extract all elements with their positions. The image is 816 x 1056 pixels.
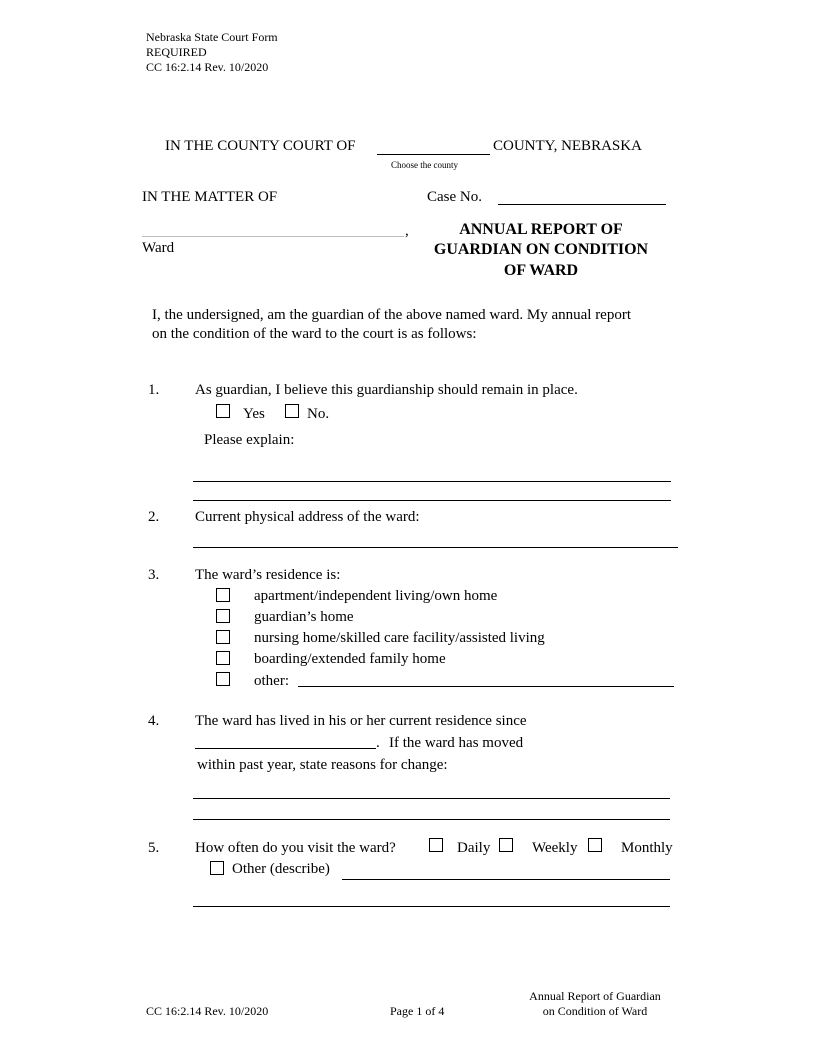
q5-daily-label: Daily [457,840,491,856]
q5-other-checkbox[interactable] [210,861,224,875]
county-hint: Choose the county [391,160,458,170]
q3-option-label: boarding/extended family home [254,651,446,667]
title-line-3: OF WARD [503,262,579,279]
q3-option-label: nursing home/skilled care facility/assisted living [254,630,545,646]
q3-option-label: apartment/independent living/own home [254,588,498,604]
q3-option-checkbox[interactable] [216,609,230,623]
q5-daily-checkbox[interactable] [429,838,443,852]
q1-yes-label: Yes [243,406,265,422]
q5-monthly-label: Monthly [621,840,673,856]
q1-explain-line-1[interactable] [193,481,671,482]
footer-form-code: CC 16:2.14 Rev. 10/2020 [146,1004,269,1018]
q4-since-date-field[interactable] [195,748,376,749]
form-required: REQUIRED [146,45,207,59]
form-source: Nebraska State Court Form [146,30,278,44]
q5-monthly-checkbox[interactable] [588,838,602,852]
q2-address-line[interactable] [193,547,678,548]
footer-title-line-2: on Condition of Ward [542,1004,648,1018]
matter-label: IN THE MATTER OF [142,189,278,205]
q1-explain-label: Please explain: [204,432,295,448]
footer-page-number: Page 1 of 4 [390,1004,445,1018]
q4-reason-line-2[interactable] [193,819,670,820]
q4-line-1: The ward has lived in his or her current residence since [195,713,527,729]
q3-other-label: other: [254,673,289,689]
form-code: CC 16:2.14 Rev. 10/2020 [146,60,269,74]
q1-text: As guardian, I believe this guardianship should remain in place. [195,382,578,398]
q5-describe-line[interactable] [193,906,670,907]
q3-option-checkbox[interactable] [216,630,230,644]
title-line-2: GUARDIAN ON CONDITION [433,241,649,258]
case-number-field[interactable] [498,204,666,205]
ward-name-field[interactable] [142,236,404,237]
footer-title-line-1: Annual Report of Guardian [529,989,661,1003]
q1-number: 1. [148,382,160,398]
q3-option-label: guardian’s home [254,609,354,625]
q5-text: How often do you visit the ward? [195,840,396,856]
intro-line-1: I, the undersigned, am the guardian of the above named ward. My annual report [152,307,632,323]
q5-weekly-label: Weekly [532,840,578,856]
q1-no-label: No. [307,406,330,422]
q5-other-line[interactable] [342,879,670,880]
q3-number: 3. [148,567,160,583]
q4-line-3: within past year, state reasons for change: [197,757,448,773]
case-label: Case No. [427,189,482,205]
q3-option-checkbox[interactable] [216,651,230,665]
q1-yes-checkbox[interactable] [216,404,230,418]
county-field[interactable] [377,154,490,155]
q4-reason-line-1[interactable] [193,798,670,799]
q5-weekly-checkbox[interactable] [499,838,513,852]
q2-number: 2. [148,509,160,525]
q3-option-checkbox[interactable] [216,588,230,602]
q2-text: Current physical address of the ward: [195,509,420,525]
q3-option-checkbox[interactable] [216,672,230,686]
q5-number: 5. [148,840,160,856]
court-suffix: COUNTY, NEBRASKA [493,138,642,154]
ward-label: Ward [142,240,175,256]
q1-no-checkbox[interactable] [285,404,299,418]
title-line-1: ANNUAL REPORT OF [459,221,623,238]
intro-line-2: on the condition of the ward to the court is as follows: [152,326,477,342]
q3-other-line[interactable] [298,686,674,687]
q4-number: 4. [148,713,160,729]
court-prefix: IN THE COUNTY COURT OF [165,138,356,154]
q4-line-2: If the ward has moved [389,735,524,751]
q5-other-label: Other (describe) [232,861,330,877]
q3-text: The ward’s residence is: [195,567,341,583]
q4-period: . [376,735,380,751]
ward-comma: , [405,223,409,239]
q1-explain-line-2[interactable] [193,500,671,501]
